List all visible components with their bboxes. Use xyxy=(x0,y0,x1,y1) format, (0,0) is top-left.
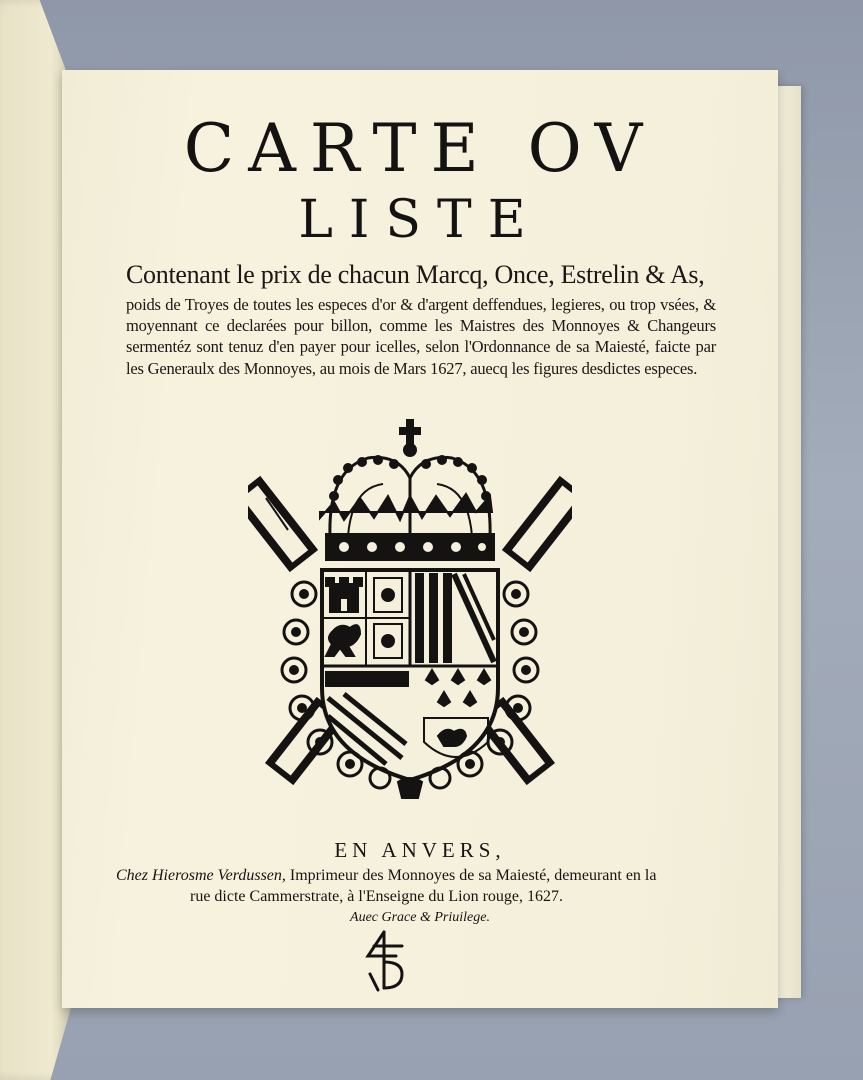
fleece-pendant xyxy=(398,778,422,798)
imprint-printer xyxy=(116,867,656,885)
crown xyxy=(320,456,494,560)
imprint-address: rue dicte Cammerstrate, à l'Enseigne du Lion rouge, 1627. xyxy=(190,888,563,905)
title-page xyxy=(62,70,778,1008)
printer-name: Chez Hierosme Verdussen, xyxy=(116,867,286,884)
title-line-1: CARTE OV xyxy=(183,110,657,187)
privilege-line: Auec Grace & Priuilege. xyxy=(350,910,490,925)
body-text: poids de Troyes de toutes les especes d'or & d'argent deffendues, legieres, ou trop vsées, & moyennant ce declarées pour billon, comme les Maistres des Monnoyes & Changeurs sermentéz sont tenuz d'en payer pour icelles, selon l'Ordonnance de sa Maiesté, faicte par les Generaulx des Monnoyes, au mois de Mars 1627, auecq les figures desdictes especes. xyxy=(126,295,716,378)
printer-mark-icon xyxy=(364,930,408,992)
imprint-place: EN ANVERS, xyxy=(334,838,506,862)
subheading: Contenant le prix de chacun Marcq, Once, Estrelin & As, xyxy=(126,260,705,289)
title-line-2: LISTE xyxy=(298,190,542,250)
shield xyxy=(322,570,498,780)
coat-of-arms-emblem xyxy=(248,418,572,800)
printer-title: Imprimeur des Monnoyes de sa Maiesté, demeurant en la xyxy=(289,867,657,884)
crown-cross xyxy=(400,420,420,456)
